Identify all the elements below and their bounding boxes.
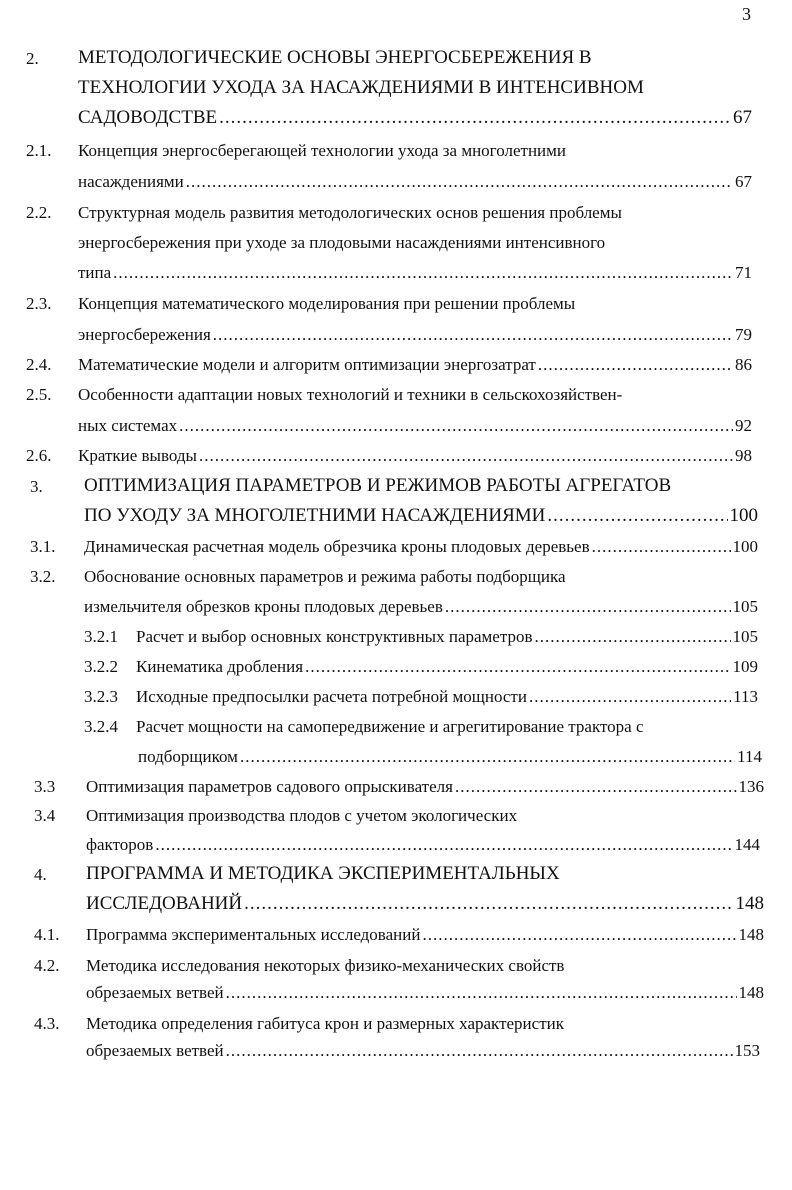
toc-leader-line bbox=[78, 320, 752, 350]
toc-number: 4.1. bbox=[34, 925, 60, 944]
toc-title-last: Кинематика дробления bbox=[136, 657, 304, 676]
toc-leader-line bbox=[86, 889, 764, 919]
toc-number: 3.3 bbox=[34, 777, 56, 796]
toc-leader-line bbox=[86, 1036, 760, 1066]
toc-leader-line bbox=[78, 441, 752, 471]
toc-page: 67 bbox=[733, 107, 752, 128]
toc-title-last: Расчет и выбор основных конструктивных параметров bbox=[136, 627, 533, 646]
toc-leader-line bbox=[78, 167, 752, 197]
toc-number: 3.2.2 bbox=[84, 657, 118, 676]
toc-title-last: Исходные предпосылки расчета потребной мощности bbox=[136, 687, 527, 706]
toc-title-last: Оптимизация параметров садового опрыскивателя bbox=[86, 777, 453, 796]
toc-title-last: измельчителя обрезков кроны плодовых деревьев bbox=[84, 597, 443, 616]
toc-title-last: Программа экспериментальных исследований bbox=[86, 925, 421, 944]
toc-leader-line bbox=[78, 103, 752, 133]
toc-number: 2.5. bbox=[26, 385, 52, 404]
toc-page: 109 bbox=[732, 657, 758, 676]
toc-number: 3.1. bbox=[30, 537, 56, 556]
toc-title-line: МЕТОДОЛОГИЧЕСКИЕ ОСНОВЫ ЭНЕРГОСБЕРЕЖЕНИЯ В bbox=[78, 47, 592, 68]
toc-number: 3. bbox=[30, 477, 43, 496]
toc-leader-line bbox=[86, 920, 764, 950]
toc-title-last: Краткие выводы bbox=[78, 446, 197, 465]
toc-leader-line bbox=[78, 411, 752, 441]
toc-leader-line bbox=[84, 592, 758, 622]
toc-page: 148 bbox=[738, 925, 764, 944]
toc-title-last: факторов bbox=[86, 835, 154, 854]
toc-leader-line bbox=[136, 652, 758, 682]
toc-page: 71 bbox=[735, 263, 752, 282]
page-number: 3 bbox=[742, 4, 751, 24]
toc-title-last: ных системах bbox=[78, 416, 178, 435]
toc-leader-line bbox=[86, 978, 764, 1008]
toc-title-last: обрезаемых ветвей bbox=[86, 1041, 224, 1060]
toc-title-line: ПРОГРАММА И МЕТОДИКА ЭКСПЕРИМЕНТАЛЬНЫХ bbox=[86, 863, 560, 884]
toc-number: 2. bbox=[26, 49, 39, 68]
toc-number: 2.4. bbox=[26, 355, 52, 374]
toc-number: 2.2. bbox=[26, 203, 52, 222]
toc-page: 98 bbox=[735, 446, 752, 465]
toc-number: 2.1. bbox=[26, 141, 52, 160]
toc-leader-line bbox=[84, 501, 758, 531]
toc-title-line: Расчет мощности на самопередвижение и агрегитирование трактора с bbox=[136, 717, 644, 736]
toc-leader-line bbox=[86, 772, 764, 802]
toc-page: 144 bbox=[734, 835, 760, 854]
toc-title-last: энергосбережения bbox=[78, 325, 211, 344]
toc-number: 3.2.3 bbox=[84, 687, 118, 706]
toc-page: 148 bbox=[735, 893, 764, 914]
toc-page: 86 bbox=[735, 355, 752, 374]
toc-page: 136 bbox=[738, 777, 764, 796]
toc-title-line: Обоснование основных параметров и режима работы подборщика bbox=[84, 567, 566, 586]
toc-leader-line bbox=[84, 532, 758, 562]
toc-number: 4.2. bbox=[34, 956, 60, 975]
toc-title-line: Особенности адаптации новых технологий и техники в сельскохозяйствен- bbox=[78, 385, 623, 404]
toc-title-last: насаждениями bbox=[78, 172, 184, 191]
toc-page: 100 bbox=[729, 505, 758, 526]
toc-number: 3.2.1 bbox=[84, 627, 118, 646]
toc-page: 105 bbox=[732, 597, 758, 616]
toc-page: 114 bbox=[737, 747, 762, 766]
toc-title-line: Концепция энергосберегающей технологии ухода за многолетними bbox=[78, 141, 567, 160]
toc-page: 113 bbox=[733, 687, 758, 706]
toc-number: 3.4 bbox=[34, 806, 56, 825]
toc-title-line: Концепция математического моделирования при решении проблемы bbox=[78, 294, 576, 313]
toc-leader-line bbox=[78, 258, 752, 288]
toc-page: 153 bbox=[734, 1041, 760, 1060]
toc-title-last: подборщиком bbox=[138, 747, 238, 766]
toc-page: 148 bbox=[738, 983, 764, 1002]
toc-number: 4.3. bbox=[34, 1014, 60, 1033]
toc-title-last: Динамическая расчетная модель обрезчика кроны плодовых деревьев bbox=[84, 537, 590, 556]
toc-title-last: типа bbox=[78, 263, 112, 282]
toc-number: 4. bbox=[34, 865, 47, 884]
toc-title-line: энергосбережения при уходе за плодовыми насаждениями интенсивного bbox=[78, 233, 606, 252]
toc-title-last: САДОВОДСТВЕ bbox=[78, 107, 218, 128]
toc-title-line: ТЕХНОЛОГИИ УХОДА ЗА НАСАЖДЕНИЯМИ В ИНТЕНСИВНОМ bbox=[78, 77, 644, 98]
toc-leader-line bbox=[86, 830, 760, 860]
toc-leader-line bbox=[78, 350, 752, 380]
toc-page: 100 bbox=[732, 537, 758, 556]
toc-leader-line bbox=[136, 622, 758, 652]
toc-number: 2.6. bbox=[26, 446, 52, 465]
toc-page: 67 bbox=[735, 172, 752, 191]
toc-title-last: обрезаемых ветвей bbox=[86, 983, 224, 1002]
toc-title-line: Методика определения габитуса крон и размерных характеристик bbox=[86, 1014, 564, 1033]
toc-leader-line bbox=[136, 682, 758, 712]
toc-number: 3.2. bbox=[30, 567, 56, 586]
toc-number: 2.3. bbox=[26, 294, 52, 313]
toc-page: 92 bbox=[735, 416, 752, 435]
toc-title-last: ИССЛЕДОВАНИЙ bbox=[86, 893, 243, 914]
toc-number: 3.2.4 bbox=[84, 717, 118, 736]
toc-page: 105 bbox=[732, 627, 758, 646]
toc-title-line: Структурная модель развития методологических основ решения проблемы bbox=[78, 203, 622, 222]
toc-title-line: ОПТИМИЗАЦИЯ ПАРАМЕТРОВ И РЕЖИМОВ РАБОТЫ АГРЕГАТОВ bbox=[84, 475, 672, 496]
toc-title-last: ПО УХОДУ ЗА МНОГОЛЕТНИМИ НАСАЖДЕНИЯМИ bbox=[84, 505, 546, 526]
toc-title-line: Методика исследования некоторых физико-механических свойств bbox=[86, 956, 565, 975]
toc-title-line: Оптимизация производства плодов с учетом экологических bbox=[86, 806, 518, 825]
toc-title-last: Математические модели и алгоритм оптимизации энергозатрат bbox=[78, 355, 536, 374]
toc-page: 79 bbox=[735, 325, 752, 344]
toc-leader-line bbox=[138, 742, 762, 772]
